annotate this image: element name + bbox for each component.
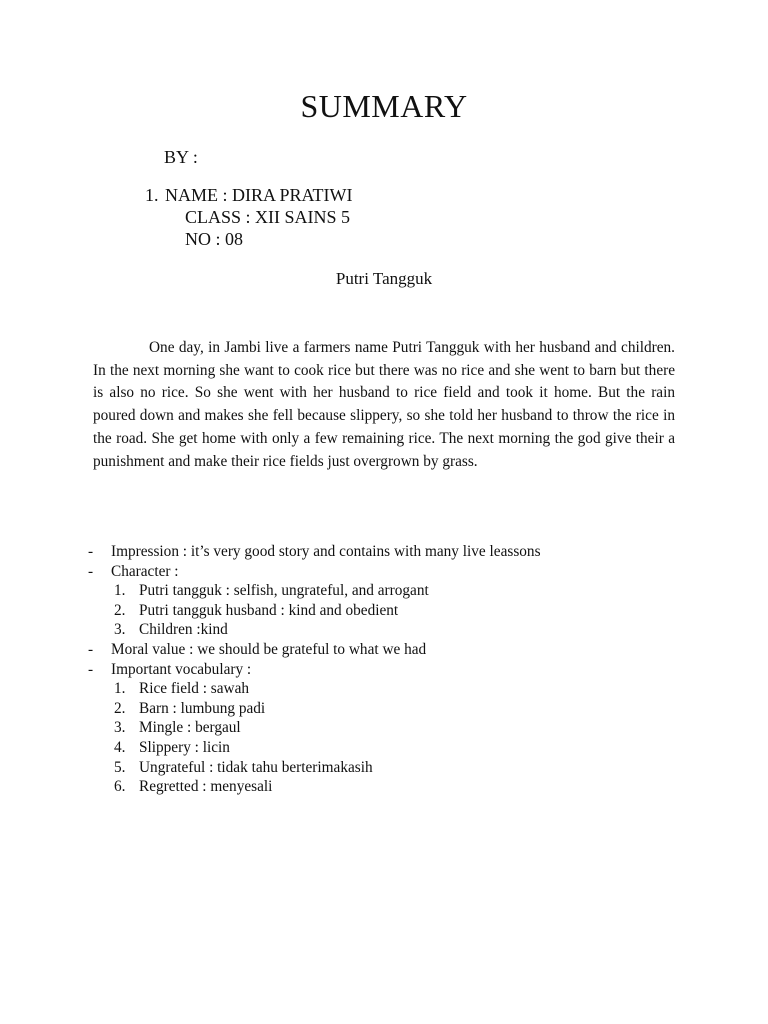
vocabulary-number: 2. xyxy=(114,699,126,717)
bullet-dash: - xyxy=(88,543,94,560)
list-item xyxy=(88,738,688,758)
author-name: NAME : DIRA PRATIWI xyxy=(165,185,353,205)
page-title: SUMMARY xyxy=(300,88,468,124)
list-item xyxy=(88,562,688,582)
character-number: 3. xyxy=(114,621,126,639)
list-item xyxy=(88,660,688,680)
character-label: Character : xyxy=(111,562,179,580)
author-block xyxy=(145,184,353,250)
bullet-dash: - xyxy=(88,660,94,678)
list-item xyxy=(88,718,688,738)
bullet-dash: - xyxy=(88,640,94,658)
moral-value-text: Moral value : we should be grateful to what we had xyxy=(111,640,427,658)
author-no: NO : 08 xyxy=(185,229,243,249)
story-title: Putri Tangguk xyxy=(335,269,433,288)
vocabulary-number: 6. xyxy=(114,778,126,796)
list-item xyxy=(88,777,688,797)
vocabulary-text: Ungrateful : tidak tahu berterimakasih xyxy=(139,758,373,776)
author-class: CLASS : XII SAINS 5 xyxy=(185,207,351,227)
vocabulary-number: 3. xyxy=(114,719,126,737)
character-text: Putri tangguk : selfish, ungrateful, and arrogant xyxy=(139,582,429,600)
notes-list xyxy=(88,542,688,797)
vocabulary-text: Mingle : bergaul xyxy=(139,719,241,737)
impression-text: Impression : it’s very good story and contains with many live leassons xyxy=(111,543,541,560)
character-number: 2. xyxy=(114,601,126,619)
list-item xyxy=(88,679,688,699)
bullet-dash: - xyxy=(88,562,94,580)
list-item xyxy=(88,601,688,621)
character-number: 1. xyxy=(114,582,126,600)
vocabulary-label: Important vocabulary : xyxy=(111,660,252,678)
list-item xyxy=(88,581,688,601)
author-name-line xyxy=(145,184,353,206)
by-label: BY : xyxy=(164,147,198,167)
vocabulary-text: Regretted : menyesali xyxy=(139,778,273,796)
story-paragraph: One day, in Jambi live a farmers name Putri Tangguk with her husband and children. In the next morning she want to cook rice but there was no rice and she went to barn but there is also no rice. So she went with her husband to rice field and took it home. But the rain poured down and makes she fell because slippery, so she told her husband to throw the rice in the road. She get home with only a few remaining rice. The next morning the god give their a punishment and make their rice fields just overgrown by grass. xyxy=(93,339,675,470)
vocabulary-text: Slippery : licin xyxy=(139,738,230,756)
vocabulary-number: 4. xyxy=(114,738,126,756)
vocabulary-text: Rice field : sawah xyxy=(139,680,250,698)
vocabulary-number: 5. xyxy=(114,758,126,776)
vocabulary-text: Barn : lumbung padi xyxy=(139,699,266,717)
list-item xyxy=(88,620,688,640)
list-item xyxy=(88,640,688,660)
list-item xyxy=(88,758,688,778)
author-number: 1. xyxy=(145,185,159,205)
character-text: Putri tangguk husband : kind and obedient xyxy=(139,601,399,619)
vocabulary-number: 1. xyxy=(114,680,126,698)
character-text: Children :kind xyxy=(139,621,228,639)
list-item xyxy=(88,542,688,562)
list-item xyxy=(88,699,688,719)
